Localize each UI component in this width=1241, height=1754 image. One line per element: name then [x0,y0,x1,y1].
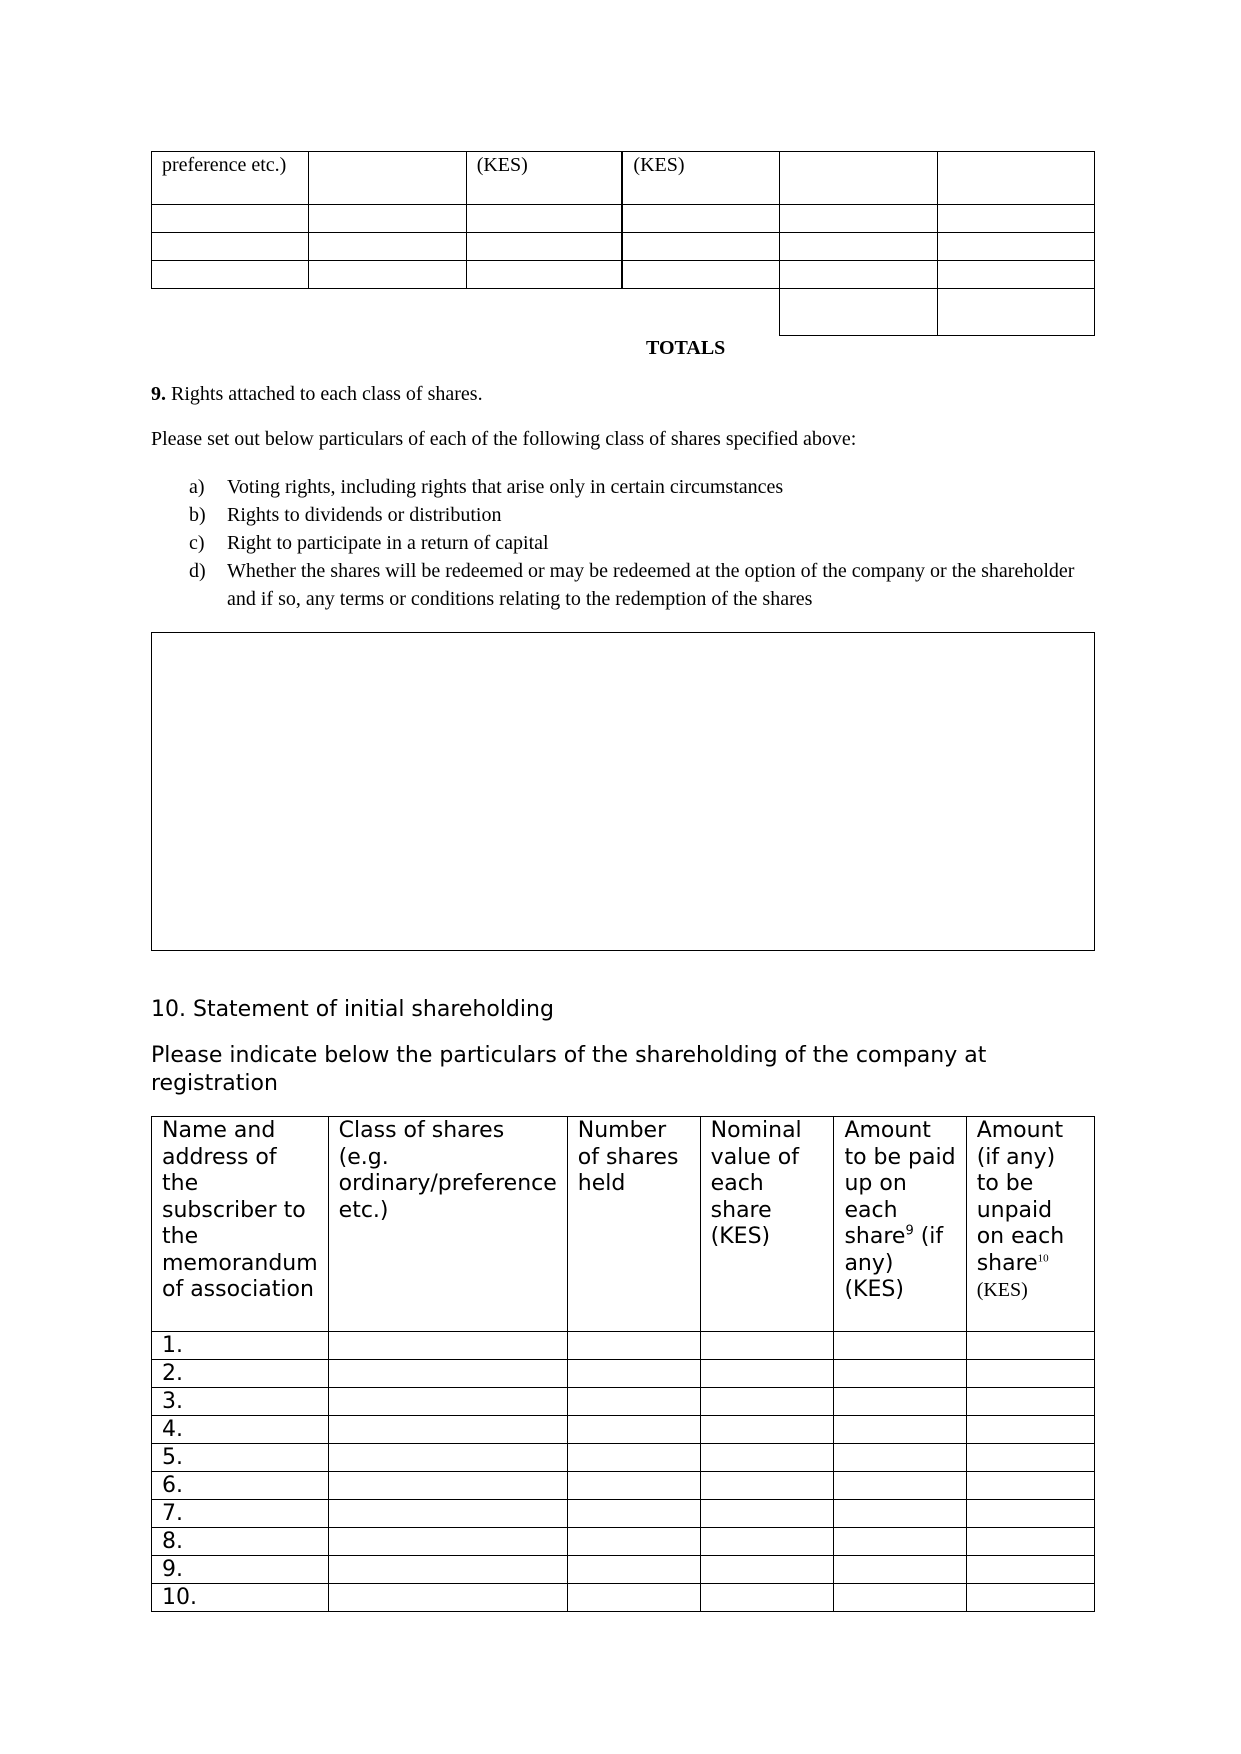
row-number: 3. [152,1388,329,1416]
table-cell[interactable] [328,1444,567,1472]
table-cell[interactable] [700,1500,834,1528]
section-10-intro: Please indicate below the particulars of the shareholding of the company at registration [151,1043,987,1096]
table-cell[interactable] [966,1528,1094,1556]
table-cell[interactable] [966,1332,1094,1360]
header-text: Amount to be paid up on each share [844,1118,956,1249]
rights-particulars-box[interactable] [151,632,1095,951]
row-number: 4. [152,1416,329,1444]
table-cell[interactable] [309,233,466,261]
header-cell: (KES) [466,152,622,205]
table-row [152,1584,1095,1612]
list-text: Right to participate in a return of capital [227,532,549,554]
row-number: 1. [152,1332,329,1360]
table-row [152,233,1095,261]
header-cell [937,152,1094,205]
section-title: Rights attached to each class of shares. [171,383,483,405]
list-marker: d) [189,560,206,582]
blank-cell [466,289,622,336]
table-cell[interactable] [567,1360,700,1388]
table-cell[interactable] [780,261,937,289]
table-cell[interactable] [152,233,309,261]
table-cell[interactable] [700,1360,834,1388]
table-cell[interactable] [567,1444,700,1472]
list-text: Voting rights, including rights that arise only in certain circumstances [227,476,784,498]
table-cell[interactable] [966,1416,1094,1444]
table-cell[interactable] [966,1584,1094,1612]
table-cell[interactable] [567,1500,700,1528]
header-text: Amount (if any) to be unpaid on each share [976,1118,1065,1276]
table-cell[interactable] [780,205,937,233]
list-marker: c) [189,532,205,554]
table-cell[interactable] [700,1584,834,1612]
section-9-intro: Please set out below particulars of each of the following class of shares specified above: [151,428,857,450]
table-row [152,1416,1095,1444]
table-cell[interactable] [966,1444,1094,1472]
row-number: 10. [152,1584,329,1612]
table-cell[interactable] [567,1388,700,1416]
header-cell: (KES) [622,152,779,205]
table-cell[interactable] [328,1416,567,1444]
table-header-row [152,152,1095,205]
table-cell[interactable] [328,1388,567,1416]
table-cell[interactable] [567,1332,700,1360]
section-number: 9. [151,383,166,405]
table-cell[interactable] [567,1528,700,1556]
table-cell[interactable] [834,1388,966,1416]
table-cell[interactable] [780,233,937,261]
totals-label: TOTALS [646,337,726,359]
table-cell[interactable] [966,1500,1094,1528]
table-cell[interactable] [622,233,779,261]
table-row [152,1528,1095,1556]
row-number: 9. [152,1556,329,1584]
table-cell[interactable] [152,205,309,233]
table-cell[interactable] [700,1332,834,1360]
table-cell[interactable] [937,261,1094,289]
rights-list [189,473,1095,613]
table-row [152,1556,1095,1584]
list-item [189,529,1095,557]
row-number: 8. [152,1528,329,1556]
table-cell[interactable] [328,1500,567,1528]
table-row [152,205,1095,233]
column-header-subscriber: Name and address of the subscriber to the memorandum of association [152,1117,329,1332]
header-text: (KES) [976,1279,1028,1301]
table-cell[interactable] [700,1528,834,1556]
row-number: 5. [152,1444,329,1472]
table-row [152,1472,1095,1500]
column-header-amount-unpaid [966,1117,1094,1332]
table-cell[interactable] [328,1360,567,1388]
table-cell[interactable] [700,1444,834,1472]
table-cell[interactable] [834,1528,966,1556]
table-cell[interactable] [966,1556,1094,1584]
table-cell[interactable] [567,1584,700,1612]
table-cell[interactable] [700,1556,834,1584]
table-cell[interactable] [466,233,622,261]
column-header-nominal-value: Nominal value of each share (KES) [700,1117,834,1332]
table-cell[interactable] [966,1472,1094,1500]
blank-cell [309,289,466,336]
table-row [152,261,1095,289]
table-cell[interactable] [466,261,622,289]
table-cell[interactable] [328,1584,567,1612]
total-cell[interactable] [780,289,937,336]
footnote-ref: 9 [905,1223,914,1239]
table-cell[interactable] [700,1472,834,1500]
table-cell[interactable] [622,261,779,289]
table-cell[interactable] [328,1528,567,1556]
table-cell[interactable] [152,261,309,289]
list-item [189,501,1095,529]
table-row [152,1500,1095,1528]
total-cell[interactable] [937,289,1094,336]
table-cell[interactable] [622,205,779,233]
table-cell[interactable] [966,1360,1094,1388]
table-cell[interactable] [966,1388,1094,1416]
footnote-ref: 10 [1037,1252,1049,1265]
table-cell[interactable] [700,1416,834,1444]
table-cell[interactable] [834,1332,966,1360]
row-number: 6. [152,1472,329,1500]
section-9-heading [151,383,483,406]
row-number: 7. [152,1500,329,1528]
table-cell[interactable] [567,1472,700,1500]
list-marker: b) [189,504,206,526]
blank-cell [152,289,309,336]
table-cell[interactable] [834,1472,966,1500]
table-cell[interactable] [834,1360,966,1388]
column-header-class: Class of shares (e.g. ordinary/preference etc.) [328,1117,567,1332]
table-cell[interactable] [328,1472,567,1500]
initial-shareholding-table [151,1116,1095,1612]
table-header-row [152,1117,1095,1332]
table-cell[interactable] [567,1556,700,1584]
table-cell[interactable] [328,1332,567,1360]
header-cell [780,152,937,205]
header-cell: preference etc.) [152,152,309,205]
blank-cell [622,289,779,336]
header-text: (if any) (KES) [844,1224,944,1302]
table-cell[interactable] [834,1584,966,1612]
list-item [189,473,1095,501]
header-cell [309,152,466,205]
table-cell[interactable] [834,1500,966,1528]
table-cell[interactable] [937,205,1094,233]
share-capital-table [151,151,1095,336]
table-row [152,1444,1095,1472]
table-cell[interactable] [567,1416,700,1444]
table-cell[interactable] [834,1444,966,1472]
column-header-number: Number of shares held [567,1117,700,1332]
table-cell[interactable] [834,1556,966,1584]
table-row [152,1332,1095,1360]
section-10-heading: 10. Statement of initial shareholding [151,997,554,1022]
table-cell[interactable] [466,205,622,233]
table-cell[interactable] [309,261,466,289]
table-row [152,1388,1095,1416]
totals-row [152,289,1095,336]
list-item [189,557,1095,613]
table-cell[interactable] [309,205,466,233]
table-row [152,1360,1095,1388]
row-number: 2. [152,1360,329,1388]
list-text: Whether the shares will be redeemed or may be redeemed at the option of the company or the shareholder and if so, any terms or conditions relating to the redemption of the shares [227,560,1075,610]
table-cell[interactable] [937,233,1094,261]
table-cell[interactable] [834,1416,966,1444]
table-cell[interactable] [328,1556,567,1584]
list-text: Rights to dividends or distribution [227,504,502,526]
table-cell[interactable] [700,1388,834,1416]
column-header-amount-paid [834,1117,966,1332]
list-marker: a) [189,476,205,498]
